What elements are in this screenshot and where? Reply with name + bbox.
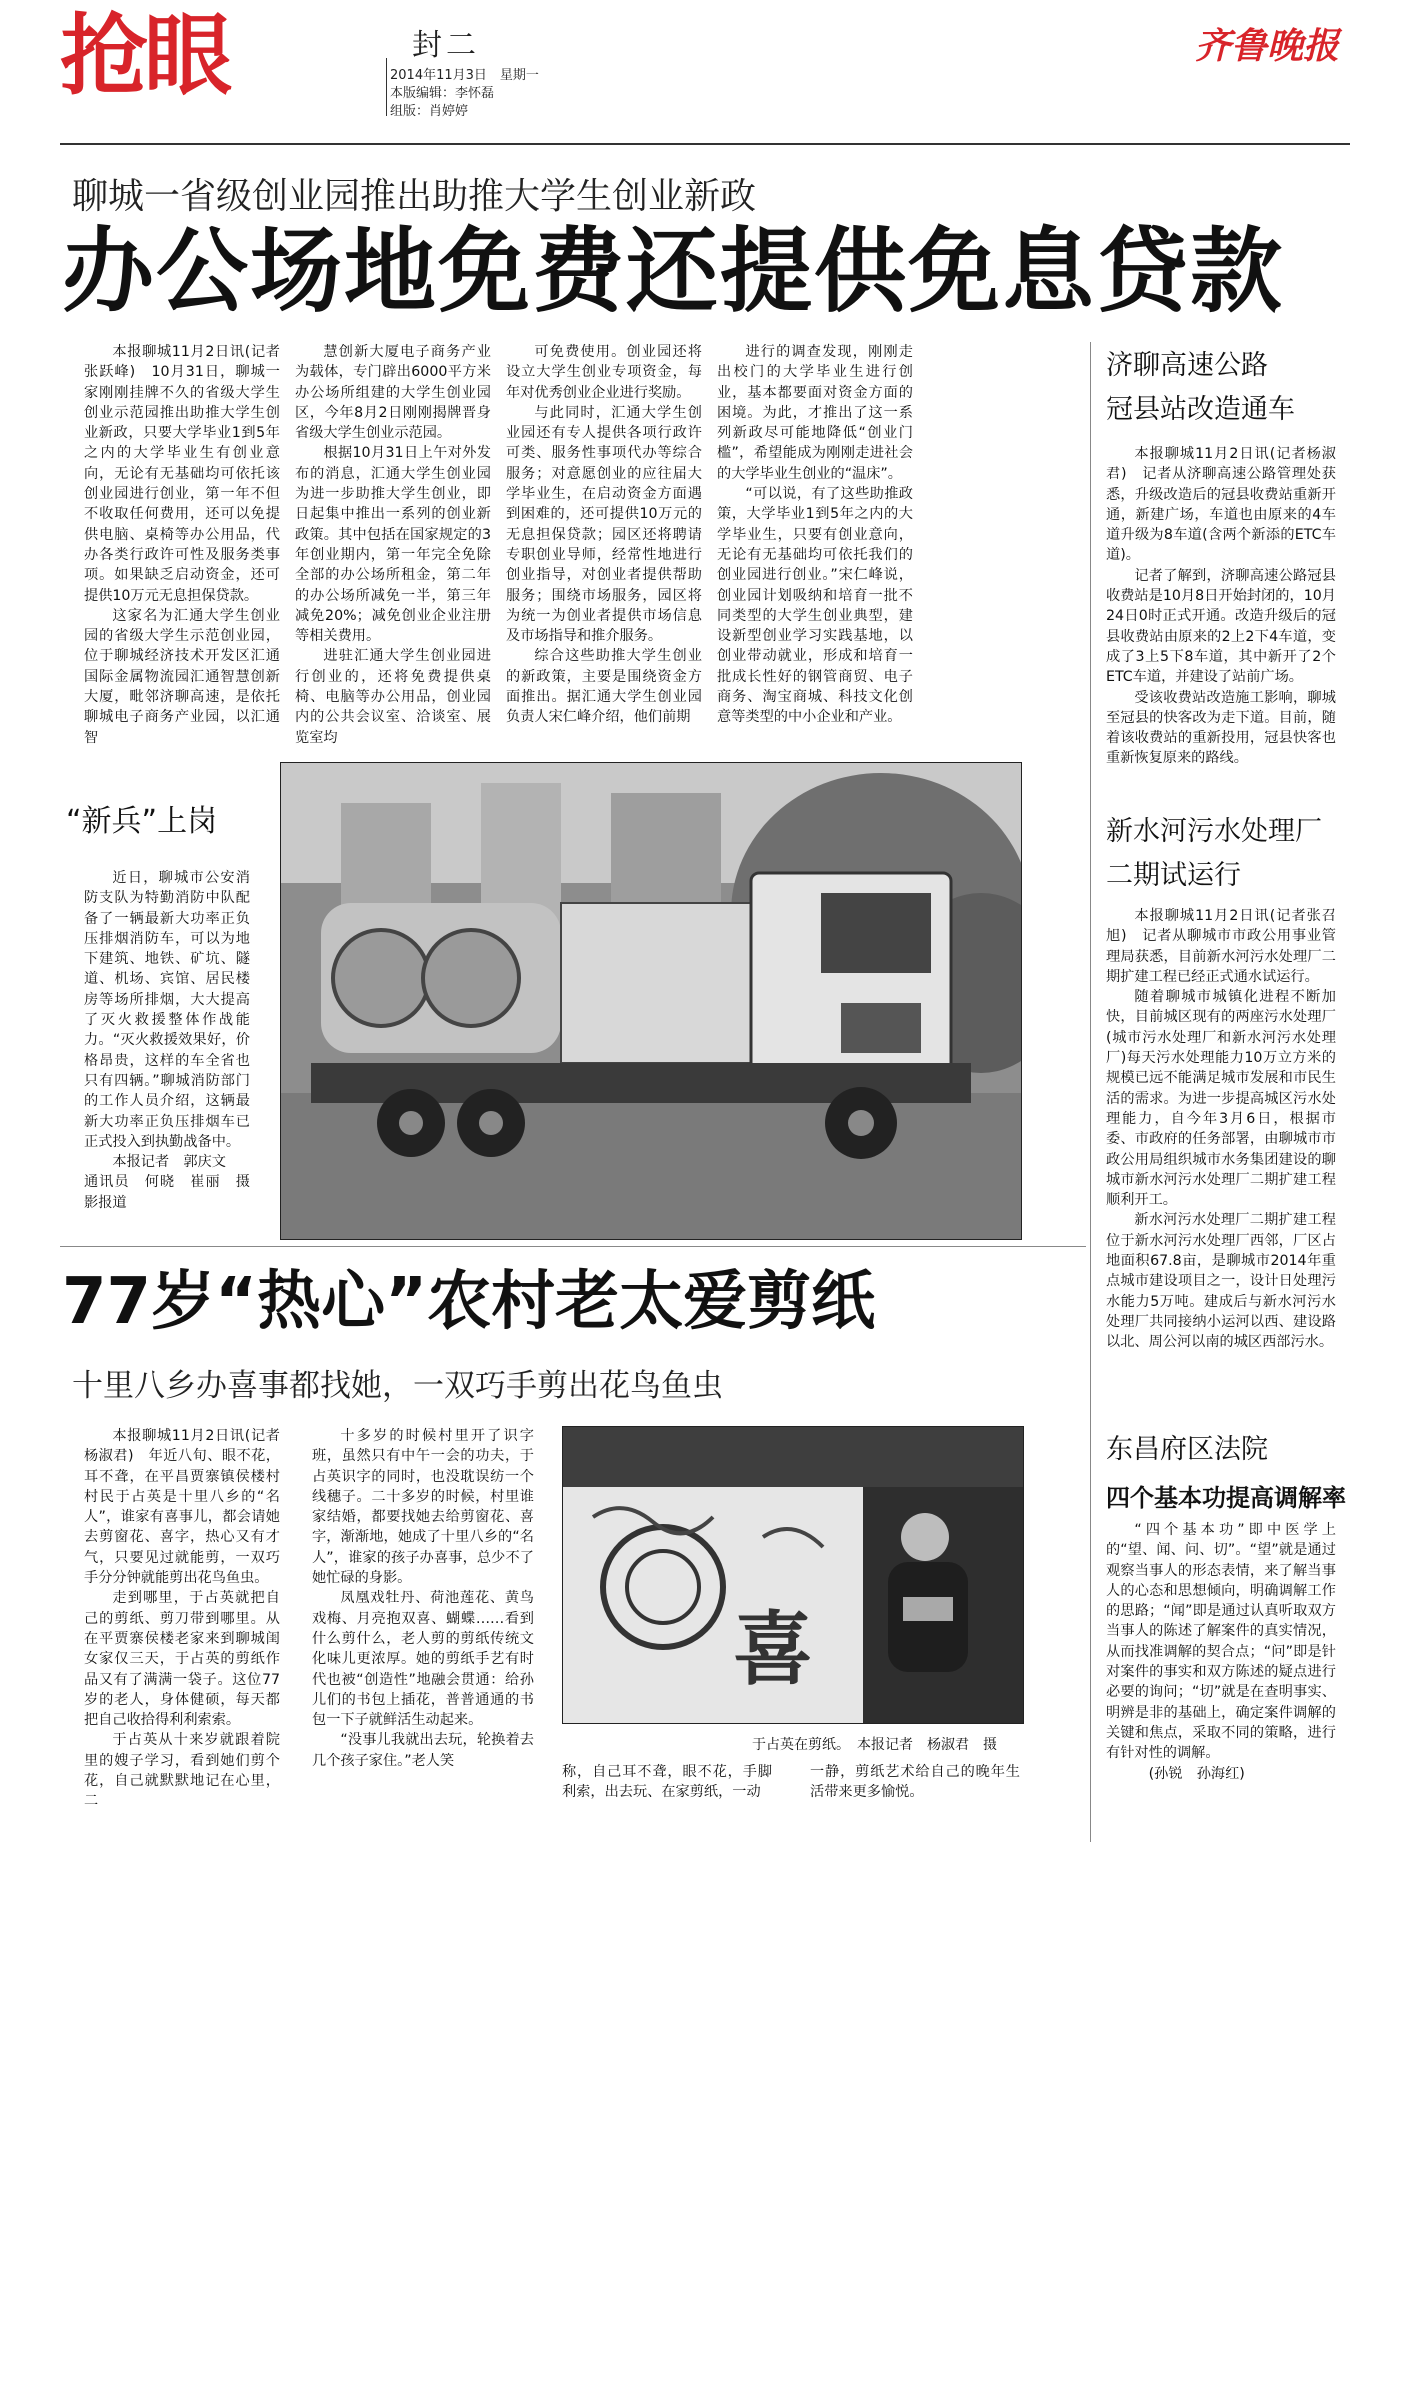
article-byline: 本报记者 郭庆文 (112, 1154, 226, 1171)
side2-title-line1: 新水河污水处理厂 (1106, 816, 1322, 847)
lead-column-1 (84, 342, 280, 748)
side1-title (1106, 344, 1295, 432)
side1-body (1106, 444, 1336, 769)
section-logo: 抢眼 (60, 4, 229, 107)
papercut-photo (562, 1426, 1024, 1724)
article-paragraph: 进行的调查发现，刚刚走出校门的大学毕业生进行创业，基本都要面对资金方面的困境。为此，才推出了这一系列新政尽可能地降低“创业门槛”，希望能成为刚刚走进社会的大学毕业生创业的“温床”。 (717, 344, 913, 482)
article-paragraph: “四个基本功”即中医学上的“望、闻、问、切”。“望”就是通过观察当事人的形态表情，来了解当事人的心态和思想倾向，明确调解工作的思路；“闻”即是通过认真听取双方当事人的陈述了解案件的真实情况，从而找准调解的契合点；“问”即是针对案件的事实和双方陈述的疑点进行必要的询问；“切”就是在查明事实、明辨是非的基础上，确定案件调解的关键和焦点，采取不同的策略，进行有针对性的调解。 (1106, 1522, 1336, 1762)
article-paragraph: 受该收费站改造施工影响，聊城至冠县的快客改为走下道。目前，随着该收费站的重新投用，冠县快客也重新恢复原来的路线。 (1106, 689, 1336, 767)
masthead-rule (60, 143, 1350, 145)
fire-body (84, 868, 250, 1213)
second-kicker: 十里八乡办喜事都找她，一双巧手剪出花鸟鱼虫 (72, 1368, 723, 1404)
side1-title-line2: 冠县站改造通车 (1106, 394, 1295, 425)
article-paragraph: 一静，剪纸艺术给自己的晚年生活带来更多愉悦。 (810, 1764, 1020, 1801)
article-paragraph: 称，自己耳不聋，眼不花，手脚利索，出去玩、在家剪纸，一动 (562, 1764, 772, 1801)
article-paragraph: 十多岁的时候村里开了识字班，虽然只有中午一会的功夫，于占英识字的同时，也没耽误纺一个线穗子。二十多岁的时候，村里谁家结婚，都要找她去给剪窗花、喜字，渐渐地，她成了十里八乡的“名人”，谁家的孩子办喜事，总少不了她忙碌的身影。 (312, 1428, 534, 1587)
column-divider (1090, 342, 1091, 1842)
article-paragraph: 新水河污水处理厂二期扩建工程位于新水河污水处理厂西邻，厂区占地面积67.8亩，是聊城市2014年重点城市建设项目之一，设计日处理污水能力5万吨。建成后与新水河污水处理厂共同接纳小运河以西、建设路以北、周公河以南的城区西部污水。 (1106, 1212, 1336, 1351)
article-paragraph: “没事儿我就出去玩，轮换着去几个孩子家住。”老人笑 (312, 1732, 534, 1769)
lead-column-3 (506, 342, 702, 728)
article-paragraph: 近日，聊城市公安消防支队为特勤消防中队配备了一辆最新大功率正负压排烟消防车，可以为地下建筑、地铁、矿坑、隧道、机场、宾馆、居民楼房等场所排烟，大大提高了灭火救援整体作战能力。“灭火救援效果好，价格昂贵，这样的车全省也只有四辆。”聊城消防部门的工作人员介绍，这辆最新大功率正负压排烟车已正式投入到执勤战备中。 (84, 870, 250, 1150)
article-paragraph: 随着聊城市城镇化进程不断加快，目前城区现有的两座污水处理厂(城市污水处理厂和新水河污水处理厂)每天污水处理能力10万立方米的规模已远不能满足城市发展和市民生活的需求。为进一步提高城区污水处理能力，自今年3月6日，根据市委、市政府的任务部署，由聊城市市政公用局组织城市水务集团建设的聊城市新水河污水处理厂二期扩建工程顺利开工。 (1106, 989, 1336, 1209)
article-paragraph: 凤凰戏牡丹、荷池莲花、黄鸟戏梅、月亮抱双喜、蝴蝶……看到什么剪什么，老人剪的剪纸传统文化味儿更浓厚。她的剪纸手艺有时代也被“创造性”地融会贯通：给孙儿们的书包上插花，普普通通的书包一下子就鲜活生动起来。 (312, 1590, 534, 1729)
editor-line: 本版编辑：李怀磊 (390, 86, 495, 101)
side1-title-line1: 济聊高速公路 (1106, 350, 1268, 381)
svg-text:喜: 喜 (733, 1603, 813, 1696)
article-paragraph: 进驻汇通大学生创业园进行创业的，还将免费提供桌椅、电脑等办公用品，创业园内的公共会议室、洽谈室、展览室均 (295, 648, 491, 746)
masthead-divider (386, 58, 387, 116)
second-tail-column-1 (562, 1762, 772, 1803)
papercut-caption: 于占英在剪纸。 本报记者 杨淑君 摄 (752, 1737, 997, 1753)
lead-column-2 (295, 342, 491, 748)
article-paragraph: 本报聊城11月2日讯(记者张召旭) 记者从聊城市市政公用事业管理局获悉，目前新水河污水处理厂二期扩建工程已经正式通水试运行。 (1106, 908, 1336, 985)
article-paragraph: 走到哪里，于占英就把自己的剪纸、剪刀带到哪里。从在平贾寨侯楼老家来到聊城闺女家仅三天，于占英的剪纸作品又有了满满一袋子。这位77岁的老人，身体健硕，每天都把自己收拾得利利索索。 (84, 1590, 280, 1729)
second-tail-column-2 (810, 1762, 1020, 1803)
page-section-label: 封二 (412, 28, 480, 63)
article-paragraph: 根据10月31日上午对外发布的消息，汇通大学生创业园为进一步助推大学生创业，即日起集中推出一系列的创业新政策。其中包括在国家规定的3年创业期内，第一年完全免除全部的办公场所租金，第二年的办公场所减免一半，第三年减免20%；减免创业企业注册等相关费用。 (295, 445, 491, 645)
fire-truck-illustration (281, 763, 1021, 1239)
lead-headline: 办公场地免费还提供免息贷款 (62, 218, 1285, 325)
article-paragraph: 本报聊城11月2日讯(记者杨淑君) 年近八旬、眼不花，耳不聋，在平昌贾寨镇侯楼村村民于占英是十里八乡的“名人”，谁家有喜事儿，都会请她去剪窗花、喜字，热心又有才气，只要见过就能剪，一双巧手分分钟就能剪出花鸟鱼虫。 (84, 1428, 280, 1587)
article-paragraph: 综合这些助推大学生创业的新政策，主要是围绕资金方面推出。据汇通大学生创业园负责人宋仁峰介绍，他们前期 (506, 648, 702, 726)
article-byline: (孙锐 孙海红) (1148, 1765, 1245, 1782)
side3-subtitle: 四个基本功提高调解率 (1106, 1484, 1346, 1512)
article-byline: 通讯员 何晓 崔丽 摄影报道 (84, 1174, 250, 1211)
article-paragraph: 于占英从十来岁就跟着院里的嫂子学习，看到她们剪个花，自己就默默地记在心里，二 (84, 1732, 280, 1810)
newspaper-brand: 齐鲁晚报 (1194, 25, 1339, 67)
layout-line: 组版：肖婷婷 (390, 104, 469, 119)
second-column-2 (312, 1426, 534, 1771)
article-paragraph: “可以说，有了这些助推政策，大学毕业1到5年之内的大学毕业生，只要有创业意向，无论有无基础均可依托我们的创业园进行创业。”宋仁峰说，创业园计划吸纳和培育一批不同类型的大学生创业典型，建设新型创业学习实践基地，以创业带动就业，形成和培育一批成长性好的钢管商贸、电子商务、淘宝商城、科技文化创意等类型的中小企业和产业。 (717, 486, 913, 726)
papercut-illustration (563, 1427, 1023, 1723)
side3-title: 东昌府区法院 (1106, 1434, 1268, 1465)
side3-body (1106, 1520, 1336, 1784)
lead-column-4 (717, 342, 913, 728)
fire-truck-photo (280, 762, 1022, 1240)
fire-title: “新兵”上岗 (66, 804, 218, 839)
side2-title (1106, 810, 1322, 898)
story-divider (60, 1246, 1086, 1247)
second-column-1 (84, 1426, 280, 1812)
side2-body (1106, 906, 1336, 1353)
article-paragraph: 与此同时，汇通大学生创业园还有专人提供各项行政许可类、服务性事项代办等综合服务；对意愿创业的应往届大学毕业生，在启动资金方面遇到困难的，还可提供10万元的无息担保贷款；园区还将聘请专职创业导师，经常性地进行创业指导，对创业者提供帮助服务；围绕市场服务，园区将为统一为创业者提供市场信息及市场指导和推介服务。 (506, 404, 702, 645)
side2-title-line2: 二期试运行 (1106, 860, 1241, 891)
article-paragraph: 记者了解到，济聊高速公路冠县收费站是10月8日开始封闭的，10月24日0时正式开通。改造升级后的冠县收费站由原来的2上2下4车道，变成了3上5下8车道，其中新开了2个ETC车道，并建设了站前广场。 (1106, 567, 1336, 686)
article-paragraph: 慧创新大厦电子商务产业为载体，专门辟出6000平方米办公场所组建的大学生创业园区，今年8月2日刚刚揭牌晋身省级大学生创业示范园。 (295, 344, 491, 442)
article-paragraph: 这家名为汇通大学生创业园的省级大学生示范创业园，位于聊城经济技术开发区汇通国际金属物流园汇通智慧创新大厦，毗邻济聊高速，是依托聊城电子商务产业园，以汇通智 (84, 607, 280, 746)
date-line: 2014年11月3日 星期一 (390, 68, 539, 83)
second-headline: 77岁“热心”农村老太爱剪纸 (62, 1265, 876, 1339)
article-paragraph: 本报聊城11月2日讯(记者张跃峰) 10月31日，聊城一家刚刚挂牌不久的省级大学生创业示范园推出助推大学生创业新政，只要大学毕业1到5年之内的大学毕业生有创业意向，无论有无基础均可依托该创业园进行创业，第一年不但不收取任何费用，还可以免提供电脑、桌椅等办公用品，代办各类行政许可性及服务类事项。如果缺乏启动资金，还可提供10万元无息担保贷款。 (84, 344, 280, 604)
article-paragraph: 可免费使用。创业园还将设立大学生创业专项资金，每年对优秀创业企业进行奖励。 (506, 344, 702, 401)
lead-kicker: 聊城一省级创业园推出助推大学生创业新政 (72, 176, 757, 217)
article-paragraph: 本报聊城11月2日讯(记者杨淑君) 记者从济聊高速公路管理处获悉，升级改造后的冠县收费站重新开通，新建广场，车道也由原来的4车道升级为8车道(含两个新添的ETC车道)。 (1106, 446, 1336, 564)
